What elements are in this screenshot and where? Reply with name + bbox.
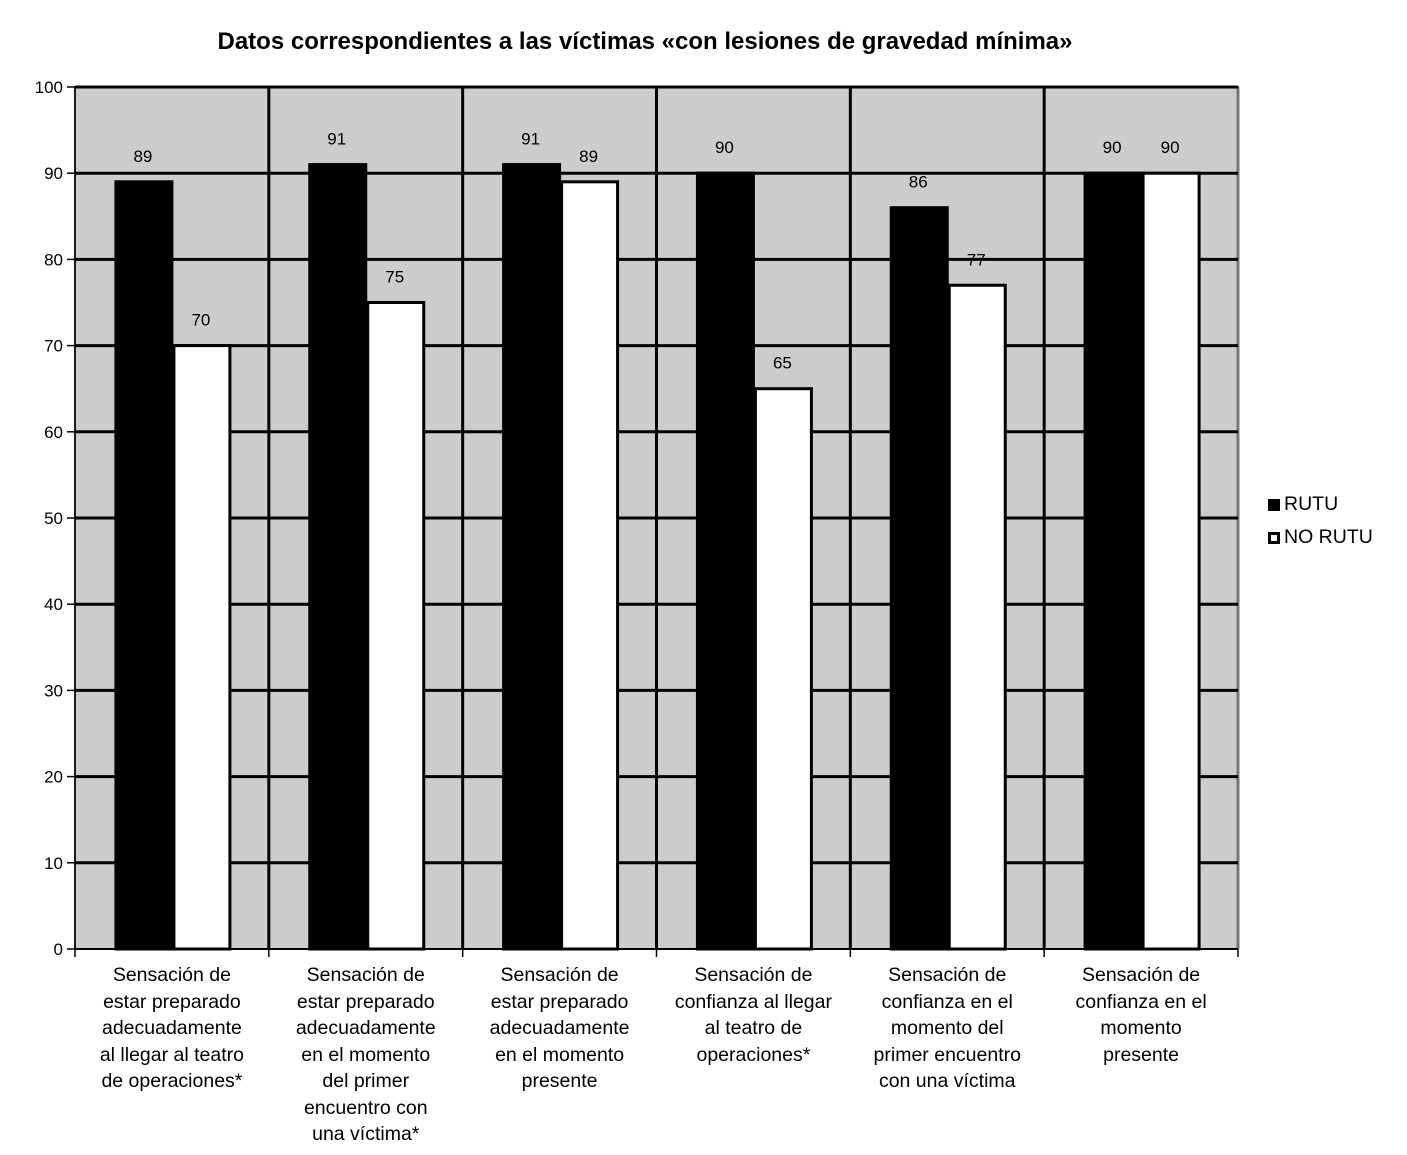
- bar-rutu: [1085, 173, 1141, 949]
- legend-label-rutu: RUTU: [1284, 493, 1339, 515]
- y-tick-label: 100: [34, 78, 63, 97]
- bar-rutu: [504, 165, 560, 949]
- data-label-rutu: 91: [521, 129, 541, 149]
- data-label-no-rutu: 90: [1160, 138, 1180, 158]
- chart-title: Datos correspondientes a las víctimas «con lesiones de gravedad mínima»: [217, 28, 1073, 55]
- y-tick-label: 50: [44, 509, 63, 528]
- data-label-no-rutu: 89: [579, 146, 599, 166]
- bar-rutu: [116, 182, 172, 949]
- y-tick-label: 10: [44, 853, 63, 873]
- x-category-label: Sensación de confianza en el momento presente: [1075, 964, 1207, 1066]
- legend-swatch-rutu: [1268, 499, 1280, 511]
- y-tick-labels: [35, 78, 63, 959]
- y-tick-label: 20: [44, 767, 63, 787]
- y-tick-label: 90: [44, 164, 63, 184]
- legend: [1268, 488, 1373, 554]
- y-tick-label: 80: [44, 250, 63, 270]
- data-label-no-rutu: 70: [191, 310, 211, 330]
- y-tick-label: 40: [44, 595, 63, 615]
- legend-swatch-no-rutu: [1268, 532, 1280, 544]
- x-category-label: Sensación de confianza al llegar al teatro de operaciones*: [674, 964, 832, 1066]
- x-category-label: Sensación de estar preparado adecuadamente en el momento del primer encuentro con una víctima*: [295, 964, 436, 1145]
- bar-rutu: [891, 208, 947, 949]
- data-label-no-rutu: 75: [385, 267, 405, 287]
- legend-item-no-rutu: [1268, 521, 1373, 554]
- y-tick-label: 30: [44, 681, 63, 701]
- bar-no-rutu: [368, 303, 424, 950]
- legend-label-no-rutu: NO RUTU: [1284, 526, 1373, 548]
- bar-no-rutu: [174, 346, 230, 949]
- data-label-no-rutu: 77: [966, 250, 986, 270]
- data-label-rutu: 86: [908, 172, 928, 192]
- bar-rutu: [697, 173, 753, 949]
- bar-rutu: [310, 165, 366, 949]
- data-label-rutu: 91: [327, 129, 347, 149]
- y-tick-label: 60: [44, 422, 63, 442]
- y-tick-label: 70: [44, 336, 63, 356]
- bar-no-rutu: [1143, 173, 1199, 949]
- data-label-rutu: 89: [133, 146, 153, 166]
- bar-no-rutu: [562, 182, 618, 949]
- x-category-label: Sensación de estar preparado adecuadamente al llegar al teatro de operaciones*: [99, 964, 244, 1092]
- data-label-rutu: 90: [1102, 138, 1122, 158]
- y-tick-label: 0: [53, 940, 63, 959]
- bar-no-rutu: [755, 389, 811, 949]
- bar-no-rutu: [949, 285, 1005, 949]
- legend-item-rutu: [1268, 488, 1373, 521]
- data-label-no-rutu: 65: [772, 353, 792, 373]
- x-category-label: Sensación de confianza en el momento del primer encuentro con una víctima: [873, 964, 1021, 1092]
- x-category-label: Sensación de estar preparado adecuadamente en el momento presente: [489, 964, 630, 1092]
- data-label-rutu: 90: [714, 138, 734, 158]
